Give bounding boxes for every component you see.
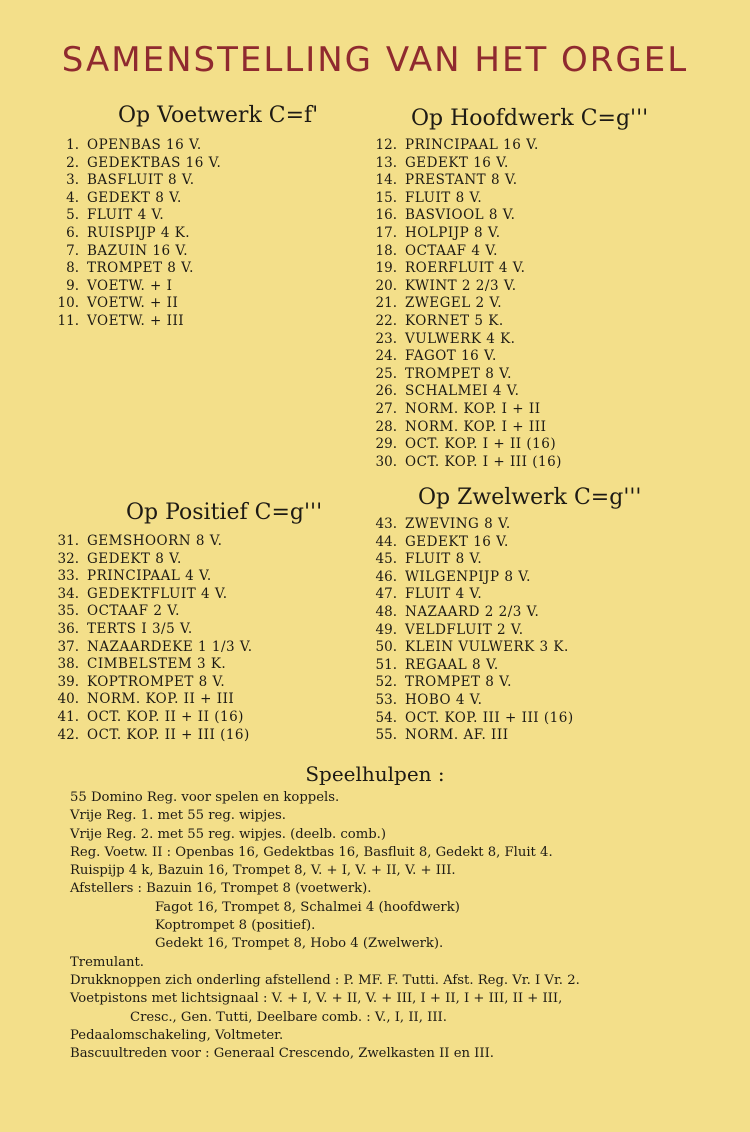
register-number: 49. [375, 621, 397, 638]
register-row [50, 621, 253, 639]
register-number: 21. [375, 295, 397, 312]
register-number: 29. [375, 436, 397, 453]
register-row [50, 709, 253, 727]
list-positief [50, 533, 253, 744]
register-number: 44. [375, 533, 397, 550]
register-row [368, 710, 574, 728]
register-name: REGAAL 8 V. [405, 656, 499, 673]
register-row [50, 551, 253, 569]
register-row [368, 155, 562, 173]
register-name: FLUIT 4 V. [87, 207, 165, 224]
register-number: 1. [66, 137, 79, 153]
speelhulpen-line: Bascuultreden voor : Generaal Crescendo, Zwelkasten II en III. [70, 1046, 495, 1062]
register-number: 47. [375, 586, 397, 603]
register-number: 27. [375, 400, 397, 417]
register-name: GEDEKT 16 V. [405, 533, 509, 550]
register-name: FAGOT 16 V. [405, 348, 497, 365]
register-row [368, 419, 562, 437]
register-name: WILGENPIJP 8 V. [405, 568, 531, 585]
register-number: 48. [375, 603, 397, 620]
speelhulpen-line: Fagot 16, Trompet 8, Schalmei 4 (hoofdwerk) [155, 899, 460, 915]
register-row [368, 604, 574, 622]
register-name: SCHALMEI 4 V. [405, 383, 520, 400]
register-name: NORM. KOP. I + II [405, 400, 541, 417]
speelhulpen-line: Afstellers : Bazuin 16, Trompet 8 (voetwerk). [70, 881, 372, 897]
register-number: 2. [66, 154, 79, 171]
register-name: HOLPIJP 8 V. [405, 224, 501, 241]
register-name: NORM. AF. III [405, 727, 509, 744]
register-row [50, 586, 253, 604]
speelhulpen-line: Vrije Reg. 1. met 55 reg. wipjes. [70, 808, 286, 824]
register-name: ZWEVING 8 V. [405, 516, 511, 532]
page-title: SAMENSTELLING VAN HET ORGEL [61, 40, 689, 80]
speelhulpen-line: Cresc., Gen. Tutti, Deelbare comb. : V., I, II, III. [130, 1009, 447, 1025]
register-name: KOPTROMPET 8 V. [87, 673, 226, 690]
register-name: KORNET 5 K. [405, 312, 504, 329]
register-row [368, 436, 562, 454]
register-name: CIMBELSTEM 3 K. [87, 656, 227, 673]
register-row [50, 190, 221, 208]
register-number: 6. [66, 224, 79, 241]
speelhulpen-line: 55 Domino Reg. voor spelen en koppels. [70, 790, 340, 805]
register-name: VELDFLUIT 2 V. [405, 621, 524, 638]
register-name: BASVIOOL 8 V. [405, 207, 516, 224]
register-number: 4. [66, 189, 79, 206]
register-row [368, 516, 574, 534]
register-name: ZWEGEL 2 V. [405, 295, 503, 312]
register-row [368, 278, 562, 296]
register-number: 34. [57, 585, 79, 602]
register-number: 25. [375, 365, 397, 382]
register-row [368, 383, 562, 401]
register-name: OCT. KOP. II + II (16) [87, 708, 244, 725]
register-number: 31. [57, 533, 79, 549]
register-row [50, 172, 221, 190]
register-row [368, 551, 574, 569]
register-row [50, 260, 221, 278]
register-number: 12. [375, 137, 397, 153]
list-voetwerk [50, 137, 221, 331]
register-name: VOETW. + II [87, 295, 179, 312]
list-zwelwerk [368, 516, 574, 745]
register-name: GEMSHOORN 8 V. [87, 533, 223, 549]
register-name: TROMPET 8 V. [87, 260, 194, 277]
register-number: 52. [375, 674, 397, 691]
speelhulpen-line: Koptrompet 8 (positief). [155, 918, 316, 934]
register-row [368, 657, 574, 675]
register-name: TROMPET 8 V. [405, 365, 512, 382]
register-number: 46. [375, 568, 397, 585]
register-row [368, 454, 562, 472]
register-name: TERTS I 3/5 V. [87, 620, 193, 637]
register-number: 13. [375, 154, 397, 171]
register-name: GEDEKT 8 V. [87, 189, 182, 206]
register-row [368, 401, 562, 419]
register-row [50, 639, 253, 657]
register-name: GEDEKT 8 V. [87, 550, 182, 567]
register-number: 33. [57, 568, 79, 585]
register-name: TROMPET 8 V. [405, 674, 512, 691]
register-number: 32. [57, 550, 79, 567]
register-number: 45. [375, 551, 397, 568]
register-row [368, 348, 562, 366]
register-row [50, 603, 253, 621]
speelhulpen-title: Speelhulpen : [305, 762, 445, 786]
register-row [368, 172, 562, 190]
register-name: KLEIN VULWERK 3 K. [405, 639, 569, 656]
register-row [368, 225, 562, 243]
register-number: 40. [57, 691, 79, 708]
register-number: 54. [375, 709, 397, 726]
register-number: 11. [57, 312, 79, 329]
register-row [50, 155, 221, 173]
register-number: 30. [375, 453, 397, 470]
register-row [368, 260, 562, 278]
register-number: 9. [66, 277, 79, 294]
register-number: 35. [57, 603, 79, 620]
register-number: 19. [375, 260, 397, 277]
register-number: 22. [375, 312, 397, 329]
register-name: NORM. KOP. II + III [87, 691, 235, 708]
register-name: NAZAARDEKE 1 1/3 V. [87, 638, 253, 655]
register-name: GEDEKTBAS 16 V. [87, 154, 222, 171]
register-row [368, 674, 574, 692]
register-number: 42. [57, 726, 79, 743]
speelhulpen-line: Reg. Voetw. II : Openbas 16, Gedektbas 16, Basfluit 8, Gedekt 8, Fluit 4. [70, 844, 553, 860]
register-number: 26. [375, 383, 397, 400]
register-number: 43. [375, 516, 397, 532]
speelhulpen-line: Drukknoppen zich onderling afstellend : P. MF. F. Tutti. Afst. Reg. Vr. I Vr. 2. [70, 972, 580, 988]
register-number: 50. [375, 639, 397, 656]
section-title-positief: Op Positief C=g''' [126, 500, 323, 525]
section-title-zwelwerk: Op Zwelwerk C=g''' [418, 485, 642, 510]
register-row [50, 278, 221, 296]
register-number: 53. [375, 691, 397, 708]
register-name: GEDEKT 16 V. [405, 154, 509, 171]
register-row [50, 674, 253, 692]
register-name: FLUIT 4 V. [405, 586, 483, 603]
register-number: 37. [57, 638, 79, 655]
register-name: FLUIT 8 V. [405, 189, 483, 206]
register-name: FLUIT 8 V. [405, 551, 483, 568]
section-title-voetwerk: Op Voetwerk C=f' [118, 103, 319, 128]
register-name: BASFLUIT 8 V. [87, 172, 195, 189]
register-name: KWINT 2 2/3 V. [405, 277, 517, 294]
register-row [50, 727, 253, 745]
register-name: OCT. KOP. I + II (16) [405, 436, 557, 453]
register-name: GEDEKTFLUIT 4 V. [87, 585, 228, 602]
register-row [50, 137, 221, 155]
register-row [368, 622, 574, 640]
speelhulpen-line: Ruispijp 4 k, Bazuin 16, Trompet 8, V. + I, V. + II, V. + III. [70, 863, 456, 879]
register-name: HOBO 4 V. [405, 691, 483, 708]
register-name: OCT. KOP. III + III (16) [405, 709, 574, 726]
register-row [368, 727, 574, 745]
register-number: 18. [375, 242, 397, 259]
register-row [368, 586, 574, 604]
register-name: OPENBAS 16 V. [87, 137, 202, 153]
speelhulpen-line: Pedaalomschakeling, Voltmeter. [70, 1027, 284, 1043]
register-row [50, 207, 221, 225]
register-row [368, 639, 574, 657]
register-row [368, 366, 562, 384]
register-number: 17. [375, 224, 397, 241]
register-name: OCTAAF 4 V. [405, 242, 498, 259]
register-name: ROERFLUIT 4 V. [405, 260, 526, 277]
register-number: 10. [57, 295, 79, 312]
register-number: 16. [375, 207, 397, 224]
register-number: 24. [375, 348, 397, 365]
register-name: BAZUIN 16 V. [87, 242, 189, 259]
register-number: 20. [375, 277, 397, 294]
register-row [50, 225, 221, 243]
register-number: 55. [375, 727, 397, 744]
register-row [368, 190, 562, 208]
register-name: VOETW. + III [87, 312, 185, 329]
register-row [368, 137, 562, 155]
register-name: VULWERK 4 K. [405, 330, 516, 347]
register-row [368, 692, 574, 710]
register-row [368, 295, 562, 313]
section-title-hoofdwerk: Op Hoofdwerk C=g''' [411, 106, 649, 131]
register-name: VOETW. + I [87, 277, 173, 294]
register-name: NORM. KOP. I + III [405, 418, 547, 435]
register-number: 3. [66, 172, 79, 189]
register-name: PRINCIPAAL 16 V. [405, 137, 539, 153]
register-name: PRESTANT 8 V. [405, 172, 518, 189]
register-row [50, 691, 253, 709]
register-row [50, 243, 221, 261]
register-number: 41. [57, 708, 79, 725]
register-number: 23. [375, 330, 397, 347]
register-row [50, 656, 253, 674]
register-number: 8. [66, 260, 79, 277]
register-number: 51. [375, 656, 397, 673]
register-row [50, 533, 253, 551]
register-row [368, 243, 562, 261]
register-number: 28. [375, 418, 397, 435]
register-number: 39. [57, 673, 79, 690]
register-number: 15. [375, 189, 397, 206]
register-number: 5. [66, 207, 79, 224]
register-row [50, 313, 221, 331]
register-row [368, 331, 562, 349]
register-name: OCTAAF 2 V. [87, 603, 180, 620]
register-name: OCT. KOP. II + III (16) [87, 726, 250, 743]
register-row [50, 568, 253, 586]
list-hoofdwerk [368, 137, 562, 471]
speelhulpen-line: Gedekt 16, Trompet 8, Hobo 4 (Zwelwerk). [155, 936, 444, 952]
register-name: PRINCIPAAL 4 V. [87, 568, 212, 585]
speelhulpen-line: Vrije Reg. 2. met 55 reg. wipjes. (deelb. comb.) [70, 826, 387, 842]
register-row [368, 569, 574, 587]
register-row [368, 534, 574, 552]
register-number: 7. [66, 242, 79, 259]
register-name: RUISPIJP 4 K. [87, 224, 191, 241]
register-row [368, 313, 562, 331]
speelhulpen-block [70, 789, 690, 1063]
register-number: 36. [57, 620, 79, 637]
register-number: 14. [375, 172, 397, 189]
speelhulpen-line: Voetpistons met lichtsignaal : V. + I, V. + II, V. + III, I + II, I + III, II + III, [70, 991, 563, 1007]
register-row [50, 295, 221, 313]
register-name: NAZAARD 2 2/3 V. [405, 603, 540, 620]
register-row [368, 207, 562, 225]
register-number: 38. [57, 656, 79, 673]
speelhulpen-line: Tremulant. [70, 954, 144, 970]
register-name: OCT. KOP. I + III (16) [405, 453, 562, 470]
